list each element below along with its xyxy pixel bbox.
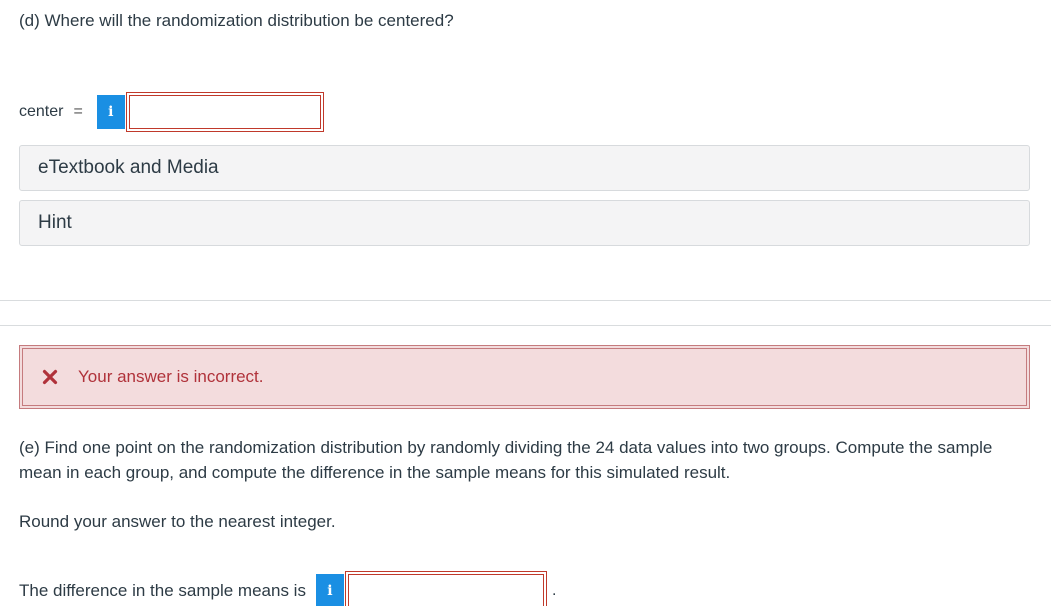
hint-button[interactable]	[19, 200, 1030, 246]
part-e-question: (e) Find one point on the randomization distribution by randomly dividing the 24 data values into two groups. Compute the sample mean in each group, and compute the difference in the sample means for this simulated result.	[19, 438, 993, 482]
center-label: center	[19, 103, 64, 120]
equals-sign: =	[73, 103, 83, 120]
trailing-period: .	[551, 582, 557, 599]
incorrect-feedback-box	[19, 345, 1030, 409]
part-e-instruction: Round your answer to the nearest integer.	[19, 512, 336, 531]
difference-input[interactable]	[348, 574, 544, 606]
x-mark-icon	[40, 367, 60, 387]
center-answer-row	[19, 94, 321, 130]
etextbook-label: eTextbook and Media	[38, 157, 219, 178]
info-icon[interactable]: i	[97, 95, 125, 129]
hint-label: Hint	[38, 212, 72, 233]
feedback-message: Your answer is incorrect.	[78, 367, 264, 386]
difference-label: The difference in the sample means is	[19, 581, 306, 600]
info-icon[interactable]: i	[316, 574, 344, 606]
part-d-question: (d) Where will the randomization distribution be centered?	[19, 11, 454, 30]
divider	[0, 300, 1051, 301]
etextbook-and-media-button[interactable]	[19, 145, 1030, 191]
difference-answer-row	[19, 573, 556, 606]
divider	[0, 325, 1051, 326]
center-input[interactable]	[129, 95, 321, 129]
